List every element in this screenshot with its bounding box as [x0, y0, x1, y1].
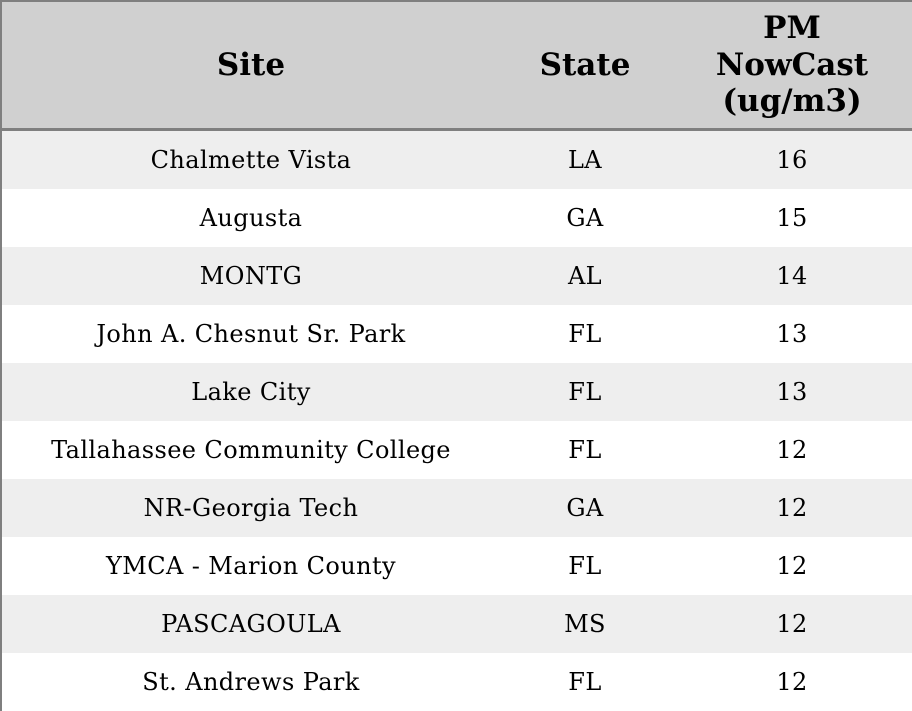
table-row	[2, 595, 912, 653]
pm-value-cell: 16	[776, 146, 808, 174]
site-cell: Chalmette Vista	[150, 146, 352, 174]
site-cell: PASCAGOULA	[161, 610, 341, 638]
site-cell: Tallahassee Community College	[51, 436, 451, 464]
pm-value-cell: 12	[776, 494, 808, 522]
state-cell: LA	[567, 146, 603, 174]
pm-value-cell: 12	[776, 610, 808, 638]
column-header-pm-nowcast-label: PM NowCast (ug/m3)	[715, 10, 869, 120]
site-cell: NR-Georgia Tech	[143, 494, 359, 522]
pm-value-cell: 12	[776, 668, 808, 696]
site-cell: St. Andrews Park	[142, 668, 360, 696]
state-cell: GA	[566, 204, 604, 232]
pm-value-cell: 14	[776, 262, 808, 290]
pm-value-cell: 13	[776, 378, 808, 406]
state-cell: FL	[568, 436, 602, 464]
table-row	[2, 247, 912, 305]
header-row	[2, 2, 912, 130]
column-header-state-label: State	[539, 46, 631, 83]
site-cell: YMCA - Marion County	[106, 552, 396, 580]
pm-value-cell: 12	[776, 436, 808, 464]
column-header-state	[500, 2, 670, 130]
state-cell: FL	[568, 320, 602, 348]
table-body	[2, 130, 912, 711]
table-row	[2, 305, 912, 363]
table-row	[2, 653, 912, 711]
pm-value-cell: 15	[776, 204, 808, 232]
table-row	[2, 130, 912, 190]
column-header-pm-nowcast	[670, 2, 912, 130]
state-cell: GA	[566, 494, 604, 522]
state-cell: FL	[568, 552, 602, 580]
site-cell: Augusta	[199, 204, 303, 232]
table-row	[2, 479, 912, 537]
site-cell: Lake City	[191, 378, 311, 406]
site-readings-table	[2, 2, 912, 711]
column-header-site	[2, 2, 500, 130]
table-row	[2, 363, 912, 421]
column-header-site-label: Site	[216, 46, 286, 83]
pm-value-cell: 13	[776, 320, 808, 348]
table-row	[2, 189, 912, 247]
state-cell: FL	[568, 378, 602, 406]
table-header	[2, 2, 912, 130]
state-cell: AL	[567, 262, 603, 290]
pm-value-cell: 12	[776, 552, 808, 580]
table-row	[2, 537, 912, 595]
site-cell: John A. Chesnut Sr. Park	[96, 320, 406, 348]
state-cell: MS	[564, 610, 606, 638]
site-cell: MONTG	[199, 262, 303, 290]
state-cell: FL	[568, 668, 602, 696]
table-row	[2, 421, 912, 479]
